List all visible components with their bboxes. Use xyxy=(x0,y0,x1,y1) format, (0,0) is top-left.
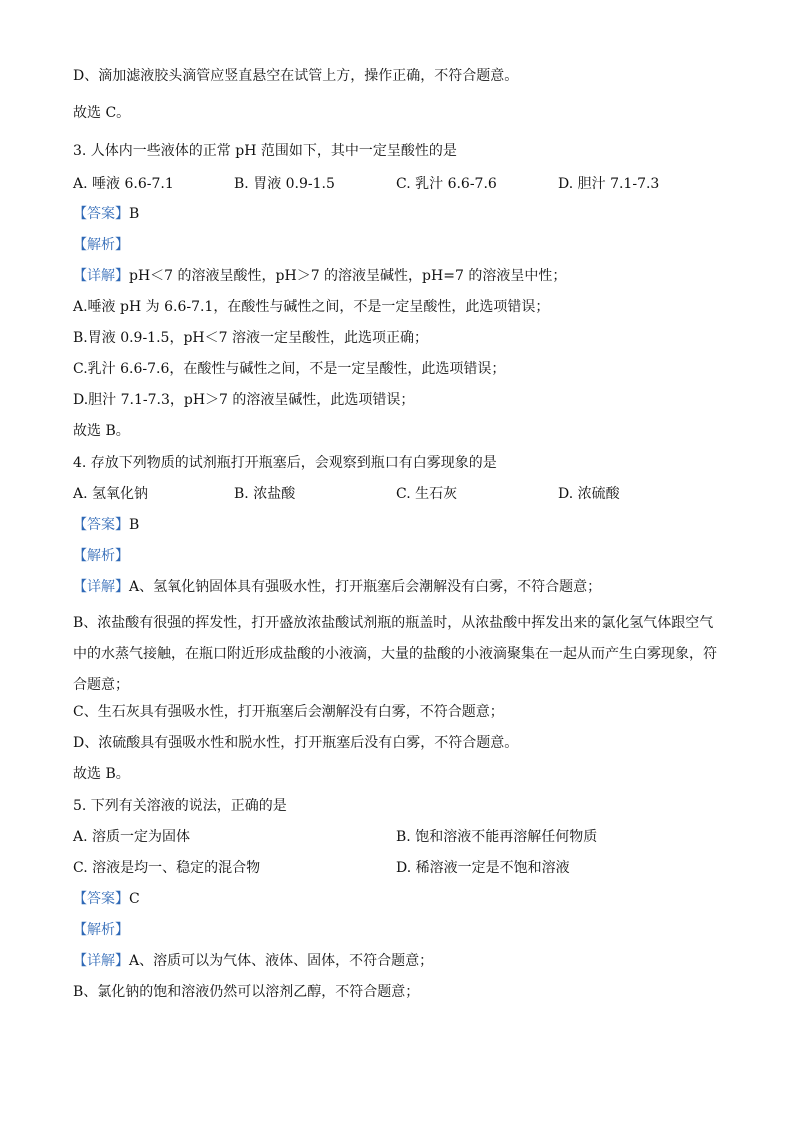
answer-value: C xyxy=(129,891,140,907)
option-b: B. 胃液 0.9-1.5 xyxy=(234,176,335,192)
detail-tag: 【详解】 xyxy=(73,268,129,284)
option-c: C. 生石灰 xyxy=(396,486,458,502)
option-b: B. 浓盐酸 xyxy=(234,486,296,502)
analysis-tag: 【解析】 xyxy=(73,237,129,253)
detail-tag: 【详解】 xyxy=(73,953,129,969)
option-d: D. 稀溶液一定是不饱和溶液 xyxy=(396,860,570,876)
detail-tag: 【详解】 xyxy=(73,579,129,595)
text-line: 故选 C。 xyxy=(73,105,131,121)
analysis-tag: 【解析】 xyxy=(73,548,129,564)
question-4: 4. 存放下列物质的试剂瓶打开瓶塞后，会观察到瓶口有白雾现象的是 xyxy=(73,455,497,471)
detail-line xyxy=(73,951,433,971)
answer-line xyxy=(73,204,139,224)
answer-tag: 【答案】 xyxy=(73,206,129,222)
answer-tag: 【答案】 xyxy=(73,891,129,907)
option-a: A. 氢氧化钠 xyxy=(73,486,149,502)
text-line: D、滴加滤液胶头滴管应竖直悬空在试管上方，操作正确，不符合题意。 xyxy=(73,68,519,84)
answer-tag: 【答案】 xyxy=(73,517,129,533)
option-a: A. 唾液 6.6-7.1 xyxy=(73,176,174,192)
answer-value: B xyxy=(129,517,140,533)
detail-line xyxy=(73,266,566,286)
option-b: B. 饱和溶液不能再溶解任何物质 xyxy=(396,829,598,845)
text-line: A.唾液 pH 为 6.6-7.1，在酸性与碱性之间，不是一定呈酸性，此选项错误； xyxy=(73,299,550,315)
paragraph: B、浓盐酸有很强的挥发性，打开盛放浓盐酸试剂瓶的瓶盖时，从浓盐酸中挥发出来的氯化氢气体跟空气中的水蒸气接触，在瓶口附近形成盐酸的小液滴，大量的盐酸的小液滴聚集在一起从而产生白雾现象，符合题意； xyxy=(73,615,717,693)
text-line: B、氯化钠的饱和溶液仍然可以溶剂乙醇，不符合题意； xyxy=(73,984,420,1000)
text-line: C、生石灰具有强吸水性，打开瓶塞后会潮解没有白雾，不符合题意； xyxy=(73,704,504,720)
text-line: C.乳汁 6.6-7.6，在酸性与碱性之间，不是一定呈酸性，此选项错误； xyxy=(73,361,506,377)
option-c: C. 乳汁 6.6-7.6 xyxy=(396,176,497,192)
option-a: A. 溶质一定为固体 xyxy=(73,829,191,845)
detail-text: pH＜7 的溶液呈酸性，pH＞7 的溶液呈碱性，pH=7 的溶液呈中性； xyxy=(129,268,567,284)
answer-line xyxy=(73,889,140,909)
analysis-tag: 【解析】 xyxy=(73,922,129,938)
option-d: D. 浓硫酸 xyxy=(558,486,620,502)
answer-line xyxy=(73,515,139,535)
text-line: D.胆汁 7.1-7.3，pH＞7 的溶液呈碱性，此选项错误； xyxy=(73,392,415,408)
text-line: D、浓硫酸具有强吸水性和脱水性，打开瓶塞后没有白雾，不符合题意。 xyxy=(73,735,519,751)
detail-text: A、氢氧化钠固体具有强吸水性，打开瓶塞后会潮解没有白雾，不符合题意； xyxy=(129,579,602,595)
answer-value: B xyxy=(129,206,140,222)
question-3: 3. 人体内一些液体的正常 pH 范围如下，其中一定呈酸性的是 xyxy=(73,143,457,159)
detail-line xyxy=(73,577,601,597)
option-d: D. 胆汁 7.1-7.3 xyxy=(558,176,660,192)
question-5: 5. 下列有关溶液的说法，正确的是 xyxy=(73,798,287,814)
text-line: 故选 B。 xyxy=(73,766,130,782)
text-line: 故选 B。 xyxy=(73,423,130,439)
option-c: C. 溶液是均一、稳定的混合物 xyxy=(73,860,261,876)
text-line: B.胃液 0.9-1.5，pH＜7 溶液一定呈酸性，此选项正确； xyxy=(73,330,428,346)
detail-text: A、溶质可以为气体、液体、固体，不符合题意； xyxy=(129,953,434,969)
